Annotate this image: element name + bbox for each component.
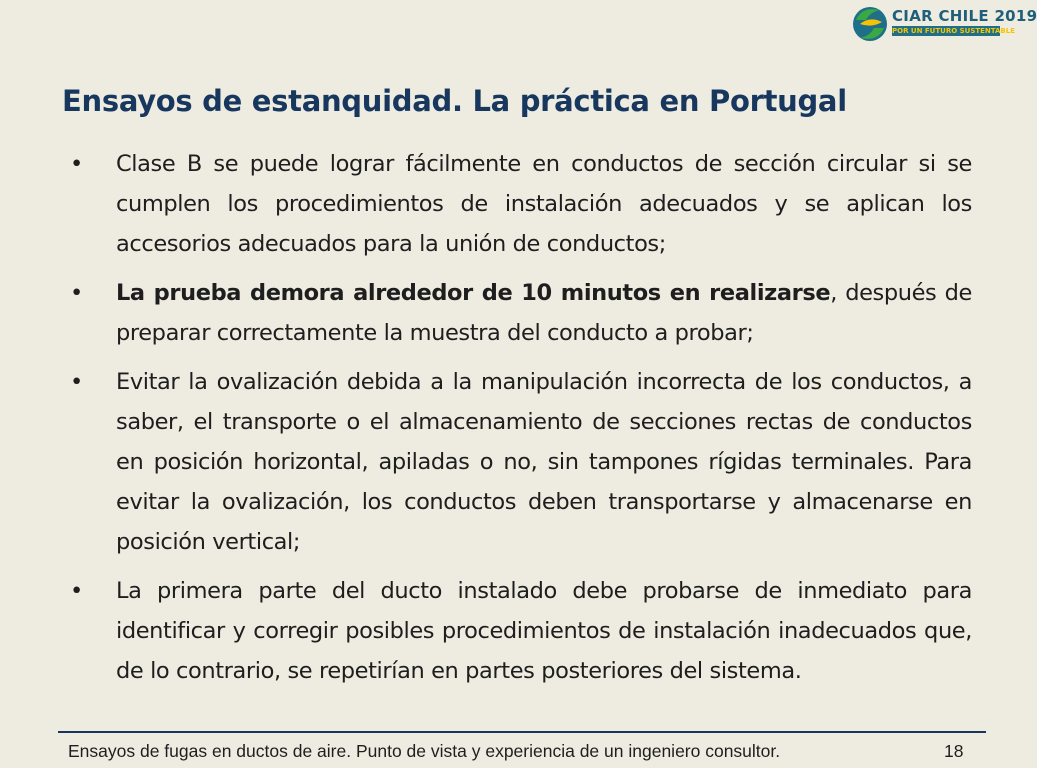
bullet-marker: • — [70, 280, 83, 306]
slide-title: Ensayos de estanquidad. La práctica en Portugal — [62, 84, 847, 118]
bullet-marker: • — [70, 578, 83, 604]
bullet-text: La primera parte del ducto instalado debe probarse de inmediato para identificar y corregir posibles procedimientos de instalación inadecuados que, de lo contrario, se repetirían en partes posteriores del sistema. — [116, 578, 972, 684]
bullet-text: Clase B se puede lograr fácilmente en conductos de sección circular si se cumplen los procedimientos de instalación adecuados y se aplican los accesorios adecuados para la unión de conductos; — [116, 151, 972, 257]
footer-divider — [58, 731, 986, 733]
ciar-swirl-icon — [850, 2, 892, 48]
bullet-item — [70, 362, 972, 562]
ciar-chile-logo — [850, 2, 1037, 48]
bullet-marker: • — [70, 151, 83, 177]
bullet-list — [70, 144, 972, 700]
bullet-item — [70, 571, 972, 691]
footer-text: Ensayos de fugas en ductos de aire. Punto de vista y experiencia de un ingeniero consultor. — [68, 741, 781, 761]
bullet-marker: • — [70, 369, 83, 395]
bullet-text: , después de preparar correctamente la muestra del conducto a probar; — [116, 280, 972, 346]
bullet-text: Evitar la ovalización debida a la manipulación incorrecta de los conductos, a saber, el transporte o el almacenamiento de secciones rectas de conductos en posición horizontal, apiladas o no, sin tampones rígidas terminales. Para evitar la ovalización, los conductos deben transportarse y almacenarse en posición vertical; — [116, 369, 972, 555]
bullet-item — [70, 273, 972, 353]
logo-name: CIAR CHILE 2019 — [892, 7, 1037, 25]
page-number: 18 — [944, 741, 964, 761]
bullet-item — [70, 144, 972, 264]
logo-tagline: POR UN FUTURO SUSTENTABLE — [892, 27, 1015, 35]
bullet-bold-text: La prueba demora alrededor de 10 minutos en realizarse — [116, 280, 831, 306]
